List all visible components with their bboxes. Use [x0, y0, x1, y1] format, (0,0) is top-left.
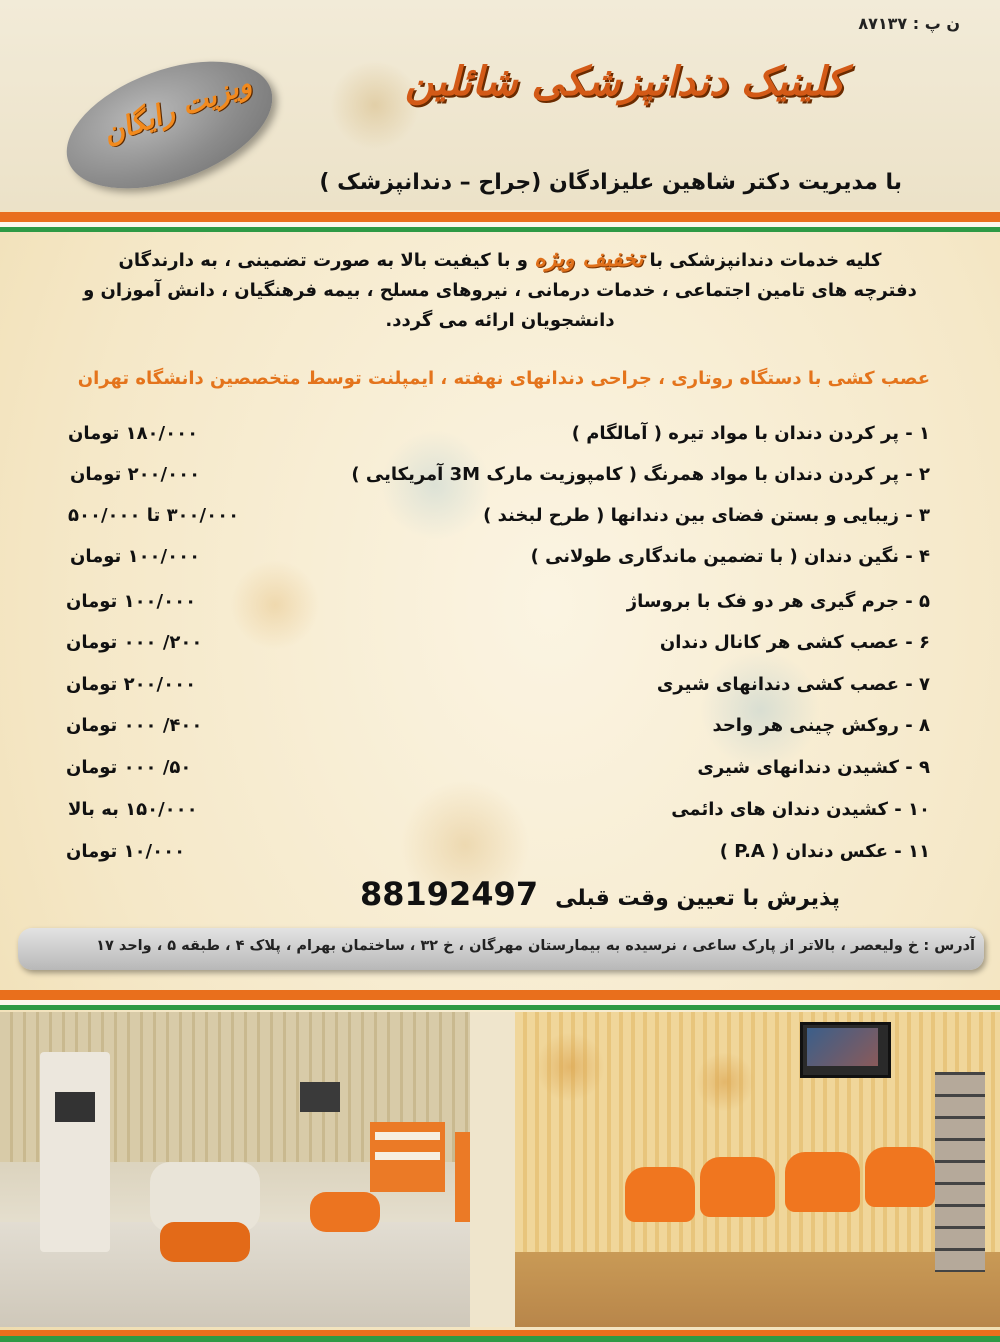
appointment-line — [265, 875, 935, 913]
orange-stripe — [0, 990, 1000, 1000]
treatment-room-photo — [0, 1012, 515, 1327]
orange-stripe — [0, 212, 1000, 222]
service-item: ۵ - جرم گیری هر دو فک با بروساژ — [626, 591, 930, 612]
service-price: ۲۰۰/ ۰۰۰ تومان — [66, 632, 203, 653]
free-visit-label: ویزیت رایگان — [98, 66, 256, 151]
service-price: ۱۰/۰۰۰ تومان — [66, 841, 186, 862]
intro-paragraph — [60, 245, 940, 336]
service-item: ۳ - زیبایی و بستن فضای بین دندانها ( طرح لبخند ) — [483, 505, 930, 526]
service-item: ۸ - روکش چینی هر واحد — [712, 715, 930, 736]
intro-line-1-end: و با کیفیت بالا به صورت تضمینی ، به دارندگان — [118, 250, 528, 271]
service-item: ۱ - پر کردن دندان با مواد تیره ( آمالگام ) — [571, 423, 930, 444]
ad-code: ن پ : ۸۷۱۳۷ — [858, 14, 960, 33]
address-text: آدرس : خ ولیعصر ، بالاتر از پارک ساعی ، نرسیده به بیمارستان مهرگان ، خ ۳۲ ، ساختمان بهرام ، پلاک ۴ ، طبقه ۵ ، واحد ۱۷ — [96, 938, 975, 954]
intro-line-3: دانشجویان ارائه می گردد. — [385, 310, 615, 331]
clinic-title: کلینیک دندانپزشکی شائلین — [404, 58, 845, 105]
service-item: ۱۱ - عکس دندان ( P.A ) — [719, 841, 930, 862]
intro-line-2: دفترچه های تامین اجتماعی ، خدمات درمانی ، نیروهای مسلح ، بیمه فرهنگیان ، دانش آموزان و — [83, 280, 917, 301]
service-item: ۹ - کشیدن دندانهای شیری — [697, 757, 930, 778]
service-price: ۲۰۰/۰۰۰ تومان — [70, 464, 201, 485]
service-price: ۳۰۰/۰۰۰ تا ۵۰۰/۰۰۰ — [68, 505, 240, 526]
service-item: ۲ - پر کردن دندان با مواد همرنگ ( کامپوزیت مارک 3M آمریکایی ) — [351, 464, 930, 485]
phone-number: 88192497 — [359, 875, 539, 913]
green-stripe — [0, 1336, 1000, 1342]
specialty-line: عصب کشی با دستگاه روتاری ، جراحی دندانهای نهفته ، ایمپلنت توسط متخصصین دانشگاه تهران — [77, 368, 930, 389]
intro-line-1 — [60, 245, 940, 276]
service-item: ۶ - عصب کشی هر کانال دندان — [659, 632, 930, 653]
director-line: با مدیریت دکتر شاهین علیزادگان (جراح – دندانپزشک ) — [319, 170, 902, 195]
service-price: ۱۵۰/۰۰۰ به بالا — [68, 799, 198, 820]
decorative-flower — [380, 430, 490, 540]
appointment-label: پذیرش با تعیین وقت قبلی — [555, 886, 841, 911]
special-discount: تخفیف ویژه — [534, 247, 644, 272]
service-price: ۴۰۰/ ۰۰۰ تومان — [66, 715, 203, 736]
service-item: ۷ - عصب کشی دندانهای شیری — [656, 674, 930, 695]
decorative-flower — [700, 650, 820, 770]
waiting-room-photo — [515, 1012, 1000, 1327]
service-price: ۱۰۰/۰۰۰ تومان — [66, 591, 197, 612]
decorative-flower — [230, 560, 320, 650]
service-price: ۱۰۰/۰۰۰ تومان — [70, 546, 201, 567]
service-price: ۵۰/ ۰۰۰ تومان — [66, 757, 192, 778]
service-price: ۲۰۰/۰۰۰ تومان — [66, 674, 197, 695]
intro-line-1-start: کلیه خدمات دندانپزشکی با — [649, 250, 882, 271]
green-stripe — [0, 227, 1000, 232]
service-price: ۱۸۰/۰۰۰ تومان — [68, 423, 199, 444]
green-stripe — [0, 1005, 1000, 1010]
service-item: ۱۰ - کشیدن دندان های دائمی — [671, 799, 930, 820]
service-item: ۴ - نگین دندان ( با تضمین ماندگاری طولانی ) — [530, 546, 930, 567]
